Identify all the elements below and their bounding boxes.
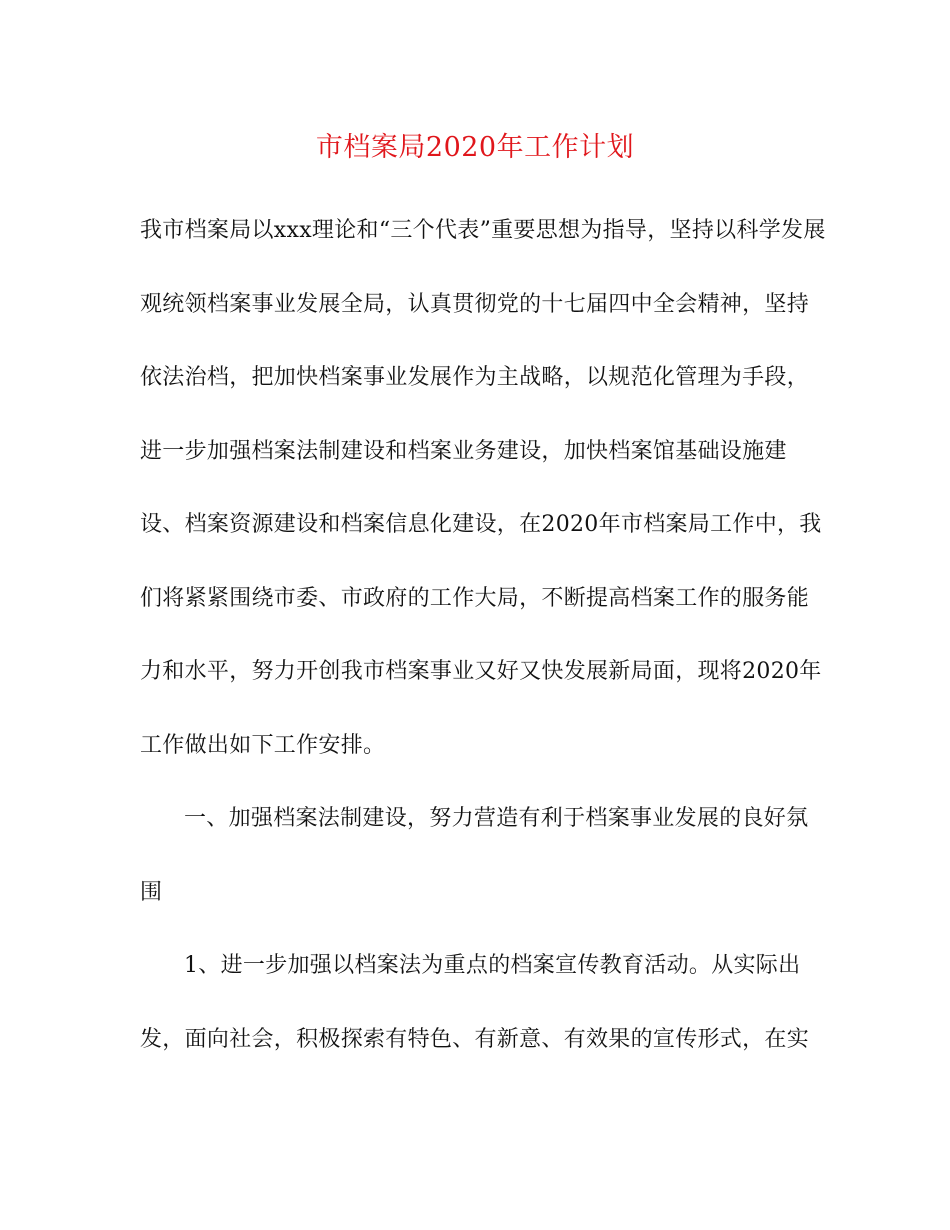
document-body bbox=[140, 211, 826, 1093]
paragraph-line: 设、档案资源建设和档案信息化建设，在2020年市档案局工作中，我 bbox=[140, 512, 822, 537]
paragraph-line: 工作做出如下工作安排。 bbox=[140, 732, 386, 758]
paragraph-line: 发，面向社会，积极探索有特色、有新意、有效果的宣传形式，在实 bbox=[140, 1026, 810, 1052]
paragraph-line: 进一步加强档案法制建设和档案业务建设，加快档案馆基础设施建 bbox=[140, 438, 787, 464]
section-heading-line: 围 bbox=[140, 879, 163, 905]
paragraph-line: 力和水平，努力开创我市档案事业又好又快发展新局面，现将2020年 bbox=[140, 659, 822, 684]
document-title: 市档案局2020年工作计划 bbox=[315, 132, 635, 163]
section-heading-line: 一、加强档案法制建设，努力营造有利于档案事业发展的良好氛 bbox=[184, 806, 809, 831]
paragraph-line: 依法治档，把加快档案事业发展作为主战略，以规范化管理为手段， bbox=[140, 365, 810, 390]
paragraph-line: 观统领档案事业发展全局，认真贯彻党的十七届四中全会精神，坚持 bbox=[140, 291, 810, 317]
paragraph-line: 们将紧紧围绕市委、市政府的工作大局，不断提高档案工作的服务能 bbox=[140, 585, 810, 611]
paragraph-line: 1、进一步加强以档案法为重点的档案宣传教育活动。从实际出 bbox=[184, 953, 801, 978]
paragraph-line: 我市档案局以xxx理论和“三个代表”重要思想为指导，坚持以科学发展 bbox=[140, 218, 826, 243]
